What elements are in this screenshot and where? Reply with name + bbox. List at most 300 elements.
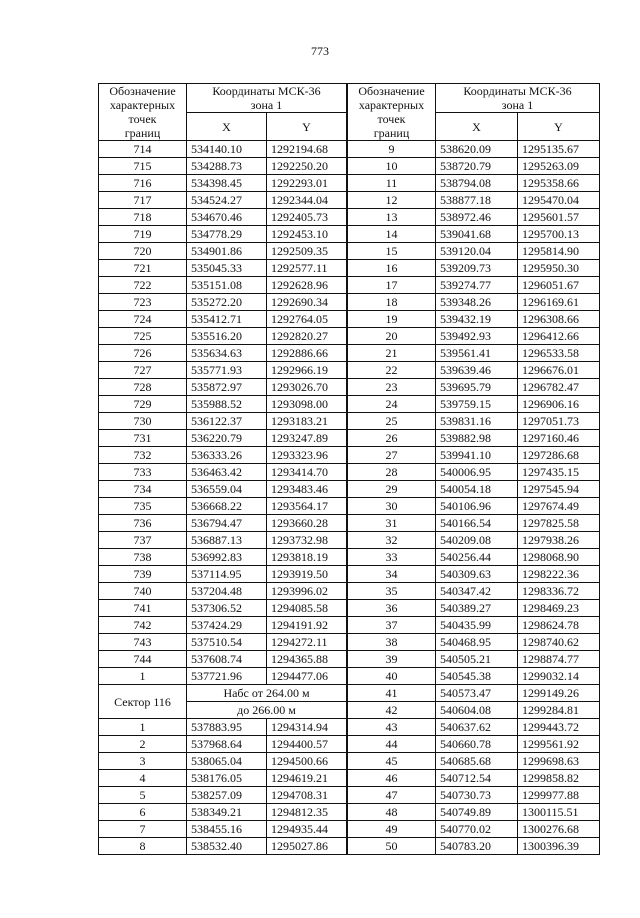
x-coordinate-cell: 534901.86 [187, 243, 267, 260]
y-coordinate-cell: 1296782.47 [518, 379, 600, 396]
y-coordinate-cell: 1293183.21 [267, 413, 347, 430]
point-id-cell: 724 [99, 311, 187, 328]
point-id-cell: 725 [99, 328, 187, 345]
y-coordinate-cell: 1292886.66 [267, 345, 347, 362]
header-point-designation: Обозначение характерных точек границ [99, 84, 187, 141]
y-coordinate-cell: 1294935.44 [267, 821, 347, 838]
point-id-cell: 10 [348, 158, 436, 175]
table-row [348, 685, 600, 702]
y-coordinate-cell: 1292577.11 [267, 260, 347, 277]
y-coordinate-cell: 1295814.90 [518, 243, 600, 260]
x-coordinate-cell: 540006.95 [436, 464, 518, 481]
table-row [99, 294, 347, 311]
x-coordinate-cell: 537204.48 [187, 583, 267, 600]
y-coordinate-cell: 1295700.13 [518, 226, 600, 243]
point-id-cell: 43 [348, 719, 436, 736]
y-coordinate-cell: 1299032.14 [518, 668, 600, 685]
table-row [348, 396, 600, 413]
y-coordinate-cell: 1295950.30 [518, 260, 600, 277]
x-coordinate-cell: 538455.16 [187, 821, 267, 838]
y-coordinate-cell: 1299858.82 [518, 770, 600, 787]
x-coordinate-cell: 534288.73 [187, 158, 267, 175]
y-coordinate-cell: 1294708.31 [267, 787, 347, 804]
table-row [348, 413, 600, 430]
x-coordinate-cell: 534778.29 [187, 226, 267, 243]
table-row [99, 770, 347, 787]
sector-height-to: до 266.00 м [187, 702, 347, 719]
x-coordinate-cell: 539492.93 [436, 328, 518, 345]
x-coordinate-cell: 539695.79 [436, 379, 518, 396]
table-row [99, 311, 347, 328]
x-coordinate-cell: 536794.47 [187, 515, 267, 532]
table-row [348, 668, 600, 685]
x-coordinate-cell: 540054.18 [436, 481, 518, 498]
y-coordinate-cell: 1296676.01 [518, 362, 600, 379]
table-row [348, 838, 600, 855]
table-row [99, 141, 347, 158]
point-id-cell: 735 [99, 498, 187, 515]
point-id-cell: 721 [99, 260, 187, 277]
point-id-cell: 14 [348, 226, 436, 243]
x-coordinate-cell: 539209.73 [436, 260, 518, 277]
table-row [348, 260, 600, 277]
table-row [348, 481, 600, 498]
table-row [99, 668, 347, 685]
point-id-cell: 41 [348, 685, 436, 702]
table-row [99, 413, 347, 430]
x-coordinate-cell: 540730.73 [436, 787, 518, 804]
x-coordinate-cell: 536463.42 [187, 464, 267, 481]
y-coordinate-cell: 1293564.17 [267, 498, 347, 515]
y-coordinate-cell: 1298874.77 [518, 651, 600, 668]
y-coordinate-cell: 1295135.67 [518, 141, 600, 158]
x-coordinate-cell: 539882.98 [436, 430, 518, 447]
table-row [99, 192, 347, 209]
point-id-cell: 33 [348, 549, 436, 566]
x-coordinate-cell: 535988.52 [187, 396, 267, 413]
point-id-cell: 40 [348, 668, 436, 685]
table-row [348, 651, 600, 668]
point-id-cell: 728 [99, 379, 187, 396]
point-id-cell: 741 [99, 600, 187, 617]
point-id-cell: 12 [348, 192, 436, 209]
point-id-cell: 734 [99, 481, 187, 498]
table-row [99, 804, 347, 821]
x-coordinate-cell: 535771.93 [187, 362, 267, 379]
table-row [99, 532, 347, 549]
point-id-cell: 715 [99, 158, 187, 175]
y-coordinate-cell: 1292453.10 [267, 226, 347, 243]
point-id-cell: 1 [99, 668, 187, 685]
x-coordinate-cell: 540209.08 [436, 532, 518, 549]
table-row [99, 821, 347, 838]
x-coordinate-cell: 537306.52 [187, 600, 267, 617]
point-id-cell: 49 [348, 821, 436, 838]
point-id-cell: 1 [99, 719, 187, 736]
x-coordinate-cell: 539432.19 [436, 311, 518, 328]
x-coordinate-cell: 535872.97 [187, 379, 267, 396]
table-row [348, 311, 600, 328]
x-coordinate-cell: 538972.46 [436, 209, 518, 226]
point-id-cell: 730 [99, 413, 187, 430]
point-id-cell: 742 [99, 617, 187, 634]
y-coordinate-cell: 1292250.20 [267, 158, 347, 175]
header-coordinates: Координаты МСК-36 зона 1 [436, 84, 600, 113]
point-id-cell: 722 [99, 277, 187, 294]
x-coordinate-cell: 536668.22 [187, 498, 267, 515]
x-coordinate-cell: 540106.96 [436, 498, 518, 515]
table-row [348, 294, 600, 311]
x-coordinate-cell: 539639.46 [436, 362, 518, 379]
point-id-cell: 19 [348, 311, 436, 328]
table-row [348, 600, 600, 617]
point-id-cell: 6 [99, 804, 187, 821]
point-id-cell: 20 [348, 328, 436, 345]
y-coordinate-cell: 1292405.73 [267, 209, 347, 226]
point-id-cell: 4 [99, 770, 187, 787]
point-id-cell: 5 [99, 787, 187, 804]
point-id-cell: 25 [348, 413, 436, 430]
y-coordinate-cell: 1292820.27 [267, 328, 347, 345]
point-id-cell: 29 [348, 481, 436, 498]
x-coordinate-cell: 540166.54 [436, 515, 518, 532]
point-id-cell: 44 [348, 736, 436, 753]
point-id-cell: 32 [348, 532, 436, 549]
sector-label: Сектор 116 [99, 685, 187, 719]
table-row [348, 175, 600, 192]
table-row [99, 328, 347, 345]
y-coordinate-cell: 1297545.94 [518, 481, 600, 498]
table-row [348, 379, 600, 396]
y-coordinate-cell: 1297938.26 [518, 532, 600, 549]
point-id-cell: 34 [348, 566, 436, 583]
y-coordinate-cell: 1292764.05 [267, 311, 347, 328]
table-row [348, 736, 600, 753]
x-coordinate-cell: 534398.45 [187, 175, 267, 192]
point-id-cell: 26 [348, 430, 436, 447]
table-row [348, 328, 600, 345]
y-coordinate-cell: 1292194.68 [267, 141, 347, 158]
y-coordinate-cell: 1300115.51 [518, 804, 600, 821]
sector-height-from: Набс от 264.00 м [187, 685, 347, 702]
y-coordinate-cell: 1297051.73 [518, 413, 600, 430]
table-row [99, 736, 347, 753]
x-coordinate-cell: 536559.04 [187, 481, 267, 498]
y-coordinate-cell: 1299284.81 [518, 702, 600, 719]
table-row [348, 277, 600, 294]
x-coordinate-cell: 540545.38 [436, 668, 518, 685]
table-row [348, 192, 600, 209]
y-coordinate-cell: 1294365.88 [267, 651, 347, 668]
x-coordinate-cell: 534140.10 [187, 141, 267, 158]
x-coordinate-cell: 538065.04 [187, 753, 267, 770]
table-row [99, 583, 347, 600]
x-coordinate-cell: 534524.27 [187, 192, 267, 209]
x-coordinate-cell: 538176.05 [187, 770, 267, 787]
x-coordinate-cell: 535045.33 [187, 260, 267, 277]
header-x: X [187, 113, 267, 141]
point-id-cell: 21 [348, 345, 436, 362]
point-id-cell: 47 [348, 787, 436, 804]
x-coordinate-cell: 540347.42 [436, 583, 518, 600]
table-row [348, 804, 600, 821]
y-coordinate-cell: 1293483.46 [267, 481, 347, 498]
x-coordinate-cell: 540770.02 [436, 821, 518, 838]
y-coordinate-cell: 1299149.26 [518, 685, 600, 702]
point-id-cell: 739 [99, 566, 187, 583]
x-coordinate-cell: 537608.74 [187, 651, 267, 668]
table-row [99, 753, 347, 770]
table-row [348, 515, 600, 532]
point-id-cell: 50 [348, 838, 436, 855]
table-row [348, 447, 600, 464]
point-id-cell: 31 [348, 515, 436, 532]
table-row [99, 175, 347, 192]
y-coordinate-cell: 1296906.16 [518, 396, 600, 413]
y-coordinate-cell: 1293818.19 [267, 549, 347, 566]
x-coordinate-cell: 535151.08 [187, 277, 267, 294]
table-row [99, 243, 347, 260]
table-row [348, 158, 600, 175]
x-coordinate-cell: 540637.62 [436, 719, 518, 736]
y-coordinate-cell: 1292293.01 [267, 175, 347, 192]
x-coordinate-cell: 538620.09 [436, 141, 518, 158]
x-coordinate-cell: 539561.41 [436, 345, 518, 362]
x-coordinate-cell: 535412.71 [187, 311, 267, 328]
coordinates-table-right [347, 83, 600, 855]
y-coordinate-cell: 1294272.11 [267, 634, 347, 651]
point-id-cell: 11 [348, 175, 436, 192]
x-coordinate-cell: 539274.77 [436, 277, 518, 294]
x-coordinate-cell: 536122.37 [187, 413, 267, 430]
table-row [99, 447, 347, 464]
table-row [99, 158, 347, 175]
y-coordinate-cell: 1293247.89 [267, 430, 347, 447]
point-id-cell: 17 [348, 277, 436, 294]
y-coordinate-cell: 1300396.39 [518, 838, 600, 855]
y-coordinate-cell: 1294619.21 [267, 770, 347, 787]
table-row [99, 787, 347, 804]
y-coordinate-cell: 1298336.72 [518, 583, 600, 600]
point-id-cell: 2 [99, 736, 187, 753]
point-id-cell: 716 [99, 175, 187, 192]
y-coordinate-cell: 1295601.57 [518, 209, 600, 226]
table-row [348, 702, 600, 719]
table-row [99, 600, 347, 617]
point-id-cell: 744 [99, 651, 187, 668]
table-row [348, 498, 600, 515]
x-coordinate-cell: 540749.89 [436, 804, 518, 821]
x-coordinate-cell: 539041.68 [436, 226, 518, 243]
table-row [348, 583, 600, 600]
point-id-cell: 718 [99, 209, 187, 226]
point-id-cell: 729 [99, 396, 187, 413]
point-id-cell: 738 [99, 549, 187, 566]
y-coordinate-cell: 1298222.36 [518, 566, 600, 583]
point-id-cell: 3 [99, 753, 187, 770]
point-id-cell: 731 [99, 430, 187, 447]
x-coordinate-cell: 540468.95 [436, 634, 518, 651]
table-row [99, 566, 347, 583]
table-row [99, 549, 347, 566]
table-row [348, 141, 600, 158]
table-row [348, 787, 600, 804]
point-id-cell: 30 [348, 498, 436, 515]
table-row [348, 226, 600, 243]
table-row [348, 532, 600, 549]
x-coordinate-cell: 540389.27 [436, 600, 518, 617]
x-coordinate-cell: 537968.64 [187, 736, 267, 753]
x-coordinate-cell: 540660.78 [436, 736, 518, 753]
table-row [99, 260, 347, 277]
point-id-cell: 45 [348, 753, 436, 770]
y-coordinate-cell: 1296051.67 [518, 277, 600, 294]
y-coordinate-cell: 1297435.15 [518, 464, 600, 481]
header-y: Y [518, 113, 600, 141]
y-coordinate-cell: 1294400.57 [267, 736, 347, 753]
table-row [348, 362, 600, 379]
y-coordinate-cell: 1294314.94 [267, 719, 347, 736]
table-row [348, 634, 600, 651]
x-coordinate-cell: 535516.20 [187, 328, 267, 345]
table-row [348, 821, 600, 838]
x-coordinate-cell: 540309.63 [436, 566, 518, 583]
y-coordinate-cell: 1293660.28 [267, 515, 347, 532]
point-id-cell: 36 [348, 600, 436, 617]
y-coordinate-cell: 1297674.49 [518, 498, 600, 515]
x-coordinate-cell: 540783.20 [436, 838, 518, 855]
point-id-cell: 9 [348, 141, 436, 158]
point-id-cell: 717 [99, 192, 187, 209]
y-coordinate-cell: 1293414.70 [267, 464, 347, 481]
y-coordinate-cell: 1294812.35 [267, 804, 347, 821]
x-coordinate-cell: 536333.26 [187, 447, 267, 464]
point-id-cell: 736 [99, 515, 187, 532]
y-coordinate-cell: 1293323.96 [267, 447, 347, 464]
x-coordinate-cell: 535272.20 [187, 294, 267, 311]
y-coordinate-cell: 1299698.63 [518, 753, 600, 770]
y-coordinate-cell: 1298068.90 [518, 549, 600, 566]
point-id-cell: 719 [99, 226, 187, 243]
point-id-cell: 733 [99, 464, 187, 481]
table-row [99, 379, 347, 396]
y-coordinate-cell: 1292628.96 [267, 277, 347, 294]
table-row [99, 396, 347, 413]
point-id-cell: 23 [348, 379, 436, 396]
table-row [99, 838, 347, 855]
x-coordinate-cell: 536220.79 [187, 430, 267, 447]
x-coordinate-cell: 534670.46 [187, 209, 267, 226]
point-id-cell: 35 [348, 583, 436, 600]
y-coordinate-cell: 1296533.58 [518, 345, 600, 362]
x-coordinate-cell: 537883.95 [187, 719, 267, 736]
y-coordinate-cell: 1295263.09 [518, 158, 600, 175]
table-row [348, 345, 600, 362]
x-coordinate-cell: 540685.68 [436, 753, 518, 770]
x-coordinate-cell: 540604.08 [436, 702, 518, 719]
x-coordinate-cell: 538349.21 [187, 804, 267, 821]
header-x: X [436, 113, 518, 141]
y-coordinate-cell: 1294191.92 [267, 617, 347, 634]
table-row [348, 753, 600, 770]
y-coordinate-cell: 1297286.68 [518, 447, 600, 464]
table-row [99, 430, 347, 447]
table-row [99, 719, 347, 736]
point-id-cell: 743 [99, 634, 187, 651]
point-id-cell: 727 [99, 362, 187, 379]
point-id-cell: 22 [348, 362, 436, 379]
y-coordinate-cell: 1294477.06 [267, 668, 347, 685]
point-id-cell: 7 [99, 821, 187, 838]
y-coordinate-cell: 1293919.50 [267, 566, 347, 583]
y-coordinate-cell: 1297825.58 [518, 515, 600, 532]
point-id-cell: 48 [348, 804, 436, 821]
point-id-cell: 8 [99, 838, 187, 855]
y-coordinate-cell: 1298624.78 [518, 617, 600, 634]
point-id-cell: 732 [99, 447, 187, 464]
table-row [99, 617, 347, 634]
x-coordinate-cell: 538720.79 [436, 158, 518, 175]
x-coordinate-cell: 540505.21 [436, 651, 518, 668]
table-row [348, 430, 600, 447]
point-id-cell: 37 [348, 617, 436, 634]
x-coordinate-cell: 539759.15 [436, 396, 518, 413]
table-row [348, 770, 600, 787]
x-coordinate-cell: 536992.83 [187, 549, 267, 566]
point-id-cell: 24 [348, 396, 436, 413]
y-coordinate-cell: 1294085.58 [267, 600, 347, 617]
x-coordinate-cell: 538794.08 [436, 175, 518, 192]
point-id-cell: 15 [348, 243, 436, 260]
point-id-cell: 737 [99, 532, 187, 549]
x-coordinate-cell: 540573.47 [436, 685, 518, 702]
coordinates-table-left [98, 83, 347, 855]
x-coordinate-cell: 540435.99 [436, 617, 518, 634]
x-coordinate-cell: 538532.40 [187, 838, 267, 855]
y-coordinate-cell: 1297160.46 [518, 430, 600, 447]
point-id-cell: 38 [348, 634, 436, 651]
point-id-cell: 39 [348, 651, 436, 668]
y-coordinate-cell: 1296169.61 [518, 294, 600, 311]
point-id-cell: 27 [348, 447, 436, 464]
y-coordinate-cell: 1294500.66 [267, 753, 347, 770]
header-point-designation: Обозначение характерных точек границ [348, 84, 436, 141]
y-coordinate-cell: 1299561.92 [518, 736, 600, 753]
y-coordinate-cell: 1293732.98 [267, 532, 347, 549]
table-row [99, 362, 347, 379]
x-coordinate-cell: 535634.63 [187, 345, 267, 362]
table-row [348, 209, 600, 226]
y-coordinate-cell: 1299977.88 [518, 787, 600, 804]
y-coordinate-cell: 1292966.19 [267, 362, 347, 379]
x-coordinate-cell: 538257.09 [187, 787, 267, 804]
table-row [348, 464, 600, 481]
table-row [99, 651, 347, 668]
table-row [99, 481, 347, 498]
table-row [99, 498, 347, 515]
x-coordinate-cell: 537721.96 [187, 668, 267, 685]
table-row [99, 209, 347, 226]
y-coordinate-cell: 1293098.00 [267, 396, 347, 413]
y-coordinate-cell: 1295358.66 [518, 175, 600, 192]
x-coordinate-cell: 538877.18 [436, 192, 518, 209]
x-coordinate-cell: 540712.54 [436, 770, 518, 787]
x-coordinate-cell: 539941.10 [436, 447, 518, 464]
point-id-cell: 46 [348, 770, 436, 787]
table-row [348, 243, 600, 260]
table-row [348, 549, 600, 566]
point-id-cell: 723 [99, 294, 187, 311]
